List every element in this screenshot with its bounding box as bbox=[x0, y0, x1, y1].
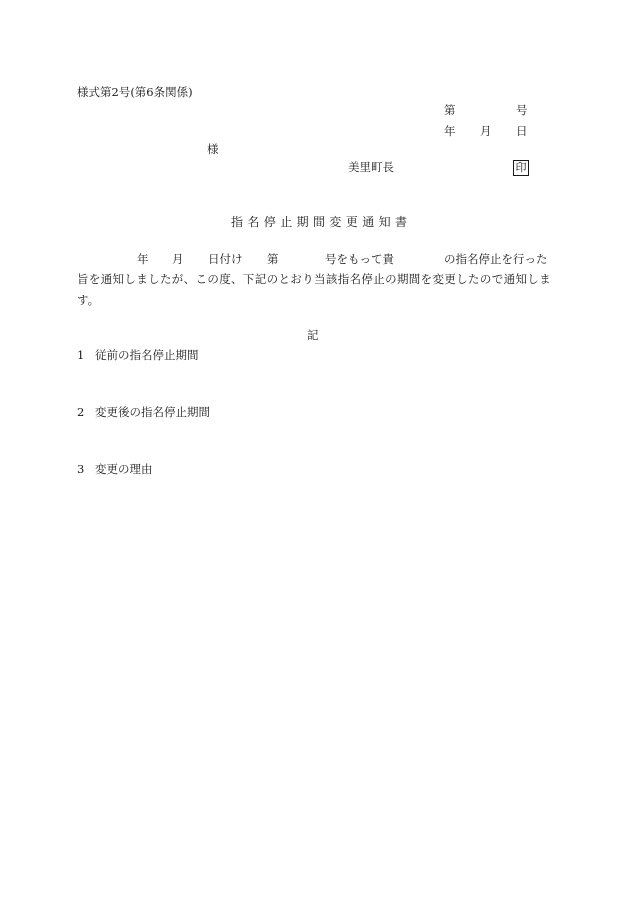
item-label: 従前の指名停止期間 bbox=[95, 348, 199, 362]
body-month: 月 bbox=[172, 252, 184, 266]
date-month: 月 bbox=[480, 124, 492, 138]
item-label: 変更の理由 bbox=[95, 462, 153, 476]
body-action: の指名停止を行った bbox=[444, 252, 548, 266]
date-year: 年 bbox=[444, 124, 456, 138]
body-line-3: す。 bbox=[77, 293, 100, 307]
form-label: 様式第2号(第6条関係) bbox=[77, 85, 193, 99]
ki-heading: 記 bbox=[307, 328, 319, 342]
item-number: 3 bbox=[77, 462, 85, 476]
body-year: 年 bbox=[137, 252, 149, 266]
seal-stamp: 印 bbox=[513, 160, 529, 176]
body-dated: 日付け bbox=[208, 252, 243, 266]
date-day: 日 bbox=[516, 124, 528, 138]
item-number: 1 bbox=[77, 348, 85, 362]
document-number-suffix: 号 bbox=[516, 103, 528, 117]
list-item bbox=[77, 464, 153, 476]
item-number: 2 bbox=[77, 405, 85, 419]
item-label: 変更後の指名停止期間 bbox=[95, 405, 210, 419]
list-item bbox=[77, 350, 199, 362]
document-title: 指名停止期間変更通知書 bbox=[231, 215, 412, 229]
document-number-prefix: 第 bbox=[444, 103, 456, 117]
addressee-suffix: 様 bbox=[207, 142, 219, 156]
body-number-prefix: 第 bbox=[267, 252, 279, 266]
list-item bbox=[77, 407, 210, 419]
body-number-suffix: 号をもって貴 bbox=[325, 252, 394, 266]
issuer-name: 美里町長 bbox=[348, 160, 394, 174]
body-line-2: 旨を通知しましたが、この度、下記のとおり当該指名停止の期間を変更したので通知しま bbox=[77, 272, 551, 286]
